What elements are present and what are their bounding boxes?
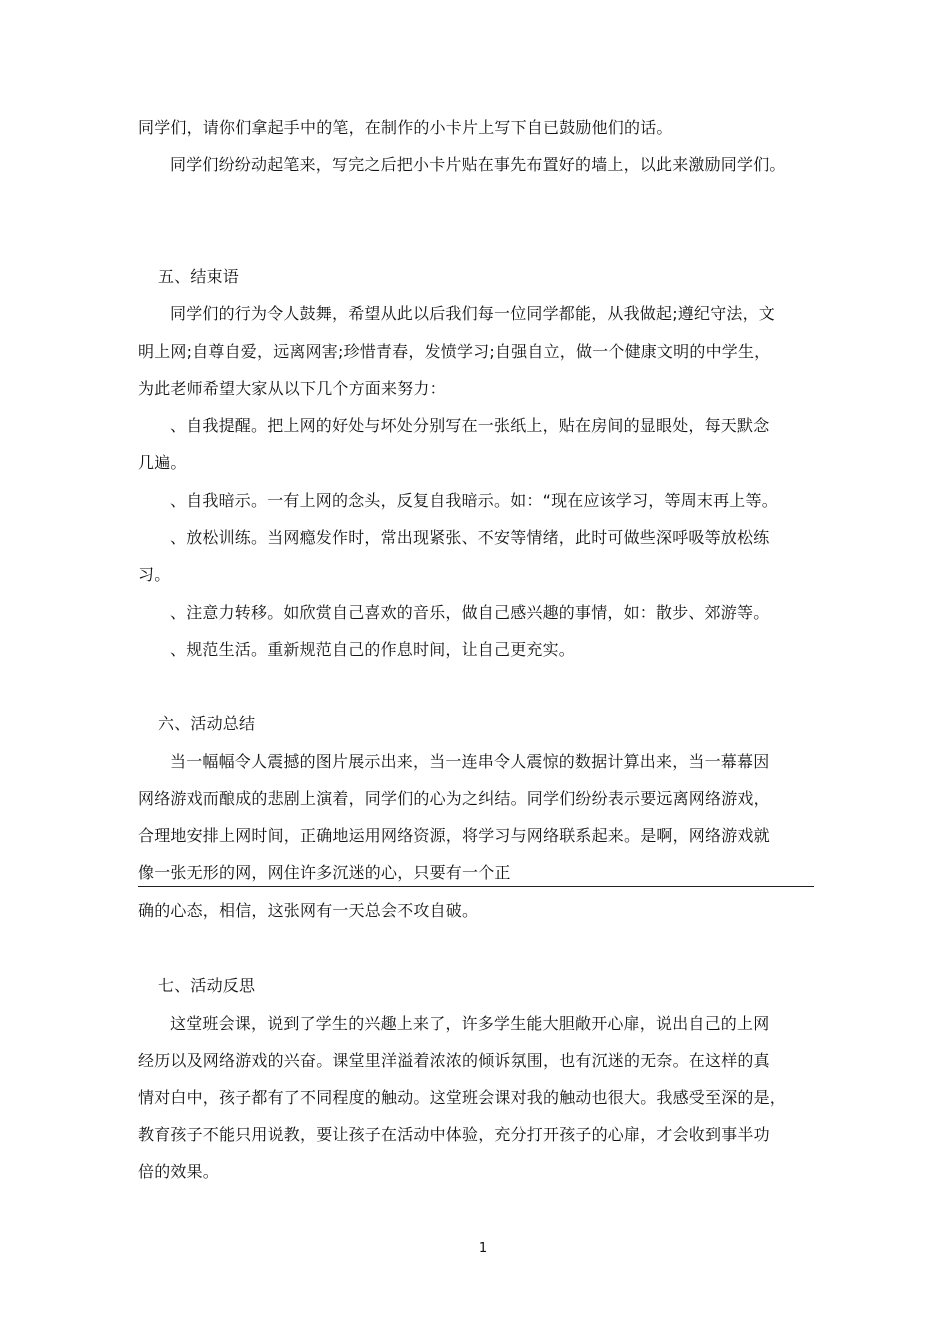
section-6-para-line: 当一幅幅令人震撼的图片展示出来，当一连串令人震惊的数据计算出来，当一幕幕因 — [170, 752, 770, 771]
section-7-para-line: 经历以及网络游戏的兴奋。课堂里洋溢着浓浓的倾诉氛围，也有沉迷的无奈。在这样的真 — [138, 1051, 770, 1070]
section-5-para-line: 为此老师希望大家从以下几个方面来努力： — [138, 379, 446, 398]
section-5-item-line: 、注意力转移。如欣赏自己喜欢的音乐，做自己感兴趣的事情，如：散步、郊游等。 — [170, 603, 770, 622]
section-5-para-line: 同学们的行为令人鼓舞，希望从此以后我们每一位同学都能，从我做起;遵纪守法，文 — [170, 304, 775, 323]
section-5-para-line: 明上网;自尊自爱，远离网害;珍惜青春，发愤学习;自强自立，做一个健康文明的中学生， — [138, 342, 771, 361]
intro-line-2: 同学们纷纷动起笔来，写完之后把小卡片贴在事先布置好的墙上，以此来激励同学们。 — [170, 155, 786, 174]
section-5-item-line: 、放松训练。当网瘾发作时，常出现紧张、不安等情绪，此时可做些深呼吸等放松练 — [170, 528, 770, 547]
section-6-para-line: 合理地安排上网时间，正确地运用网络资源，将学习与网络联系起来。是啊，网络游戏就 — [138, 826, 770, 845]
section-5-item-line: 习。 — [138, 565, 171, 584]
section-7-para-line: 教育孩子不能只用说教，要让孩子在活动中体验，充分打开孩子的心扉，才会收到事半功 — [138, 1125, 770, 1144]
section-5-item-line: 、自我提醒。把上网的好处与坏处分别写在一张纸上，贴在房间的显眼处，每天默念 — [170, 416, 770, 435]
page-number: 1 — [478, 1241, 488, 1256]
section-7-para-line: 情对白中，孩子都有了不同程度的触动。这堂班会课对我的触动也很大。我感受至深的是， — [138, 1088, 787, 1107]
section-5-heading: 五、结束语 — [158, 267, 240, 286]
section-5-item-line: 、自我暗示。一有上网的念头，反复自我暗示。如：“现在应该学习，等周末再上等。 — [170, 491, 778, 510]
horizontal-rule — [138, 886, 814, 887]
section-6-para-line: 确的心态，相信，这张网有一天总会不攻自破。 — [138, 901, 479, 920]
intro-line-1: 同学们，请你们拿起手中的笔，在制作的小卡片上写下自已鼓励他们的话。 — [138, 118, 673, 137]
section-5-item-line: 、规范生活。重新规范自己的作息时间，让自己更充实。 — [170, 640, 576, 659]
section-7-para-line: 倍的效果。 — [138, 1162, 220, 1181]
section-6-para-line: 网络游戏而酿成的悲剧上演着，同学们的心为之纠结。同学们纷纷表示要远离网络游戏， — [138, 789, 770, 808]
section-7-heading: 七、活动反思 — [158, 976, 256, 995]
section-5-item-line: 几遍。 — [138, 453, 187, 472]
section-6-para-line: 像一张无形的网，网住许多沉迷的心，只要有一个正 — [138, 863, 511, 882]
section-6-heading: 六、活动总结 — [158, 714, 256, 733]
section-7-para-line: 这堂班会课，说到了学生的兴趣上来了，许多学生能大胆敞开心扉，说出自己的上网 — [170, 1014, 770, 1033]
